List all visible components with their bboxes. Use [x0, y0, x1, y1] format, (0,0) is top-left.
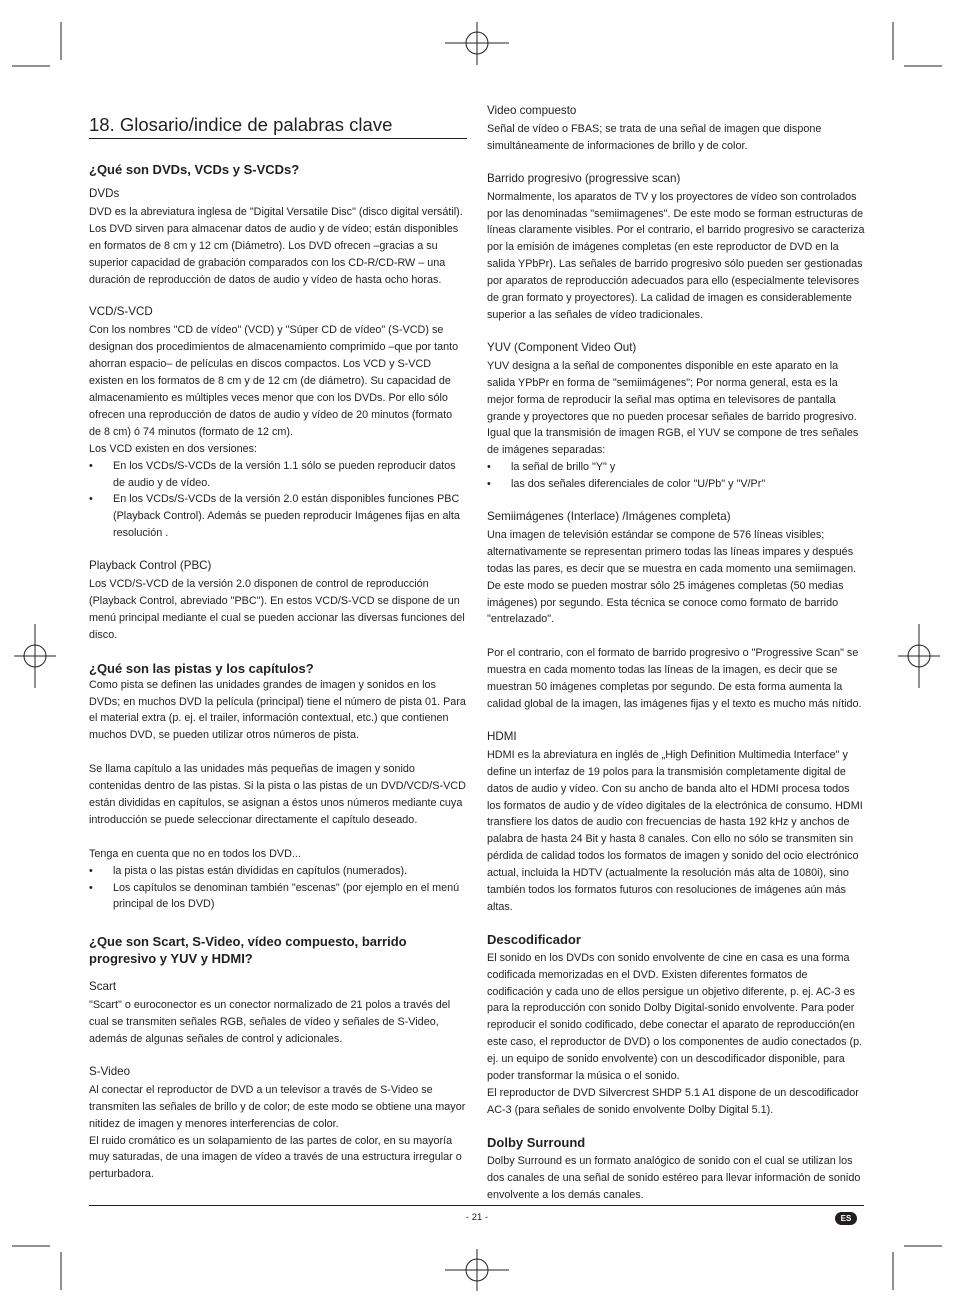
list-item: • la pista o las pistas están divididas en capítulos (numerados). [89, 863, 467, 880]
scart-heading: ¿Que son Scart, S-Video, vídeo compuesto, barrido progresivo y YUV y HDMI? [89, 934, 407, 967]
yuv-bullets [487, 459, 865, 493]
vcd-title: VCD/S-VCD [89, 305, 153, 319]
tracks-bullets [89, 863, 467, 914]
list-item: • la señal de brillo "Y" y [487, 459, 865, 476]
language-badge: ES [835, 1212, 857, 1225]
dolby-title: Dolby Surround [487, 1134, 586, 1150]
page-number: - 21 - [465, 1212, 489, 1223]
hdmi-text: HDMI es la abreviatura en inglés de „High Definition Multimedia Interface" y define un interfaz de 19 polos para la transmisión completamente digital de datos de audio y vídeo. Con su ancho de banda alto el HDMI procesa todos los formatos de audio y de vídeo digitales de la electrónica de consumo. HDMI transfiere los datos de audio con frecuencias de hasta 192 kHz y anchos de palabra de hasta 24 Bit y hasta 8 canales. Con ello no sólo se transmiten sin pérdida de calidad todos los formatos de imagen y sonido del ocio electrónico actual, incluida la HDTV (actualmente la resolución más alta de 1080i), sino también todos los formatos futuros con resoluciones de imágenes aún más altas. [487, 748, 863, 913]
yuv-section [487, 340, 865, 493]
registration-mark-left [14, 624, 56, 688]
list-item: • Los capítulos se denominan también "escenas" (por ejemplo en el menú principal de los DVD) [89, 880, 467, 914]
list-item: • En los VCDs/S-VCDs de la versión 1.1 sólo se pueden reproducir datos de audio y de vídeo. [89, 458, 467, 492]
dolby-text: Dolby Surround es un formato analógico de sonido con el cual se utilizan los dos canales de una señal de sonido estéreo para llevar información de sonido envolvente a los demás canales. [487, 1154, 861, 1201]
dvds-title: DVDs [89, 187, 120, 200]
yuv-title: YUV (Component Video Out) [487, 340, 637, 354]
svideo-text-1: Al conectar el reproductor de DVD a un televisor a través de S-Video se transmiten las señales de brillo y de color; de este modo se obtiene una mayor nitidez de imagen y menores interferencias de color. [89, 1083, 466, 1130]
vcd-bullets [89, 458, 467, 543]
svideo-text-2: El ruido cromático es un solapamiento de las partes de color, en su mayoría muy saturadas, de una imagen de vídeo a través de una estructura irregular o perturbadora. [89, 1134, 462, 1181]
progressive-title: Barrido progresivo (progressive scan) [487, 171, 681, 185]
left-column [89, 96, 467, 1183]
pbc-text: Los VCD/S-VCD de la versión 2.0 disponen de control de reproducción (Playback Control, abreviado "PBC"). En estos VCD/S-VCD se dispone de un menú principal mediante el cual se pueden accionar las diversas funciones del disco. [89, 578, 465, 641]
tracks-section [89, 677, 467, 914]
interlace-text-1: Una imagen de televisión estándar se compone de 576 líneas visibles; alternativamente se representan primero todas las líneas impares y después todas las pares, es decir que se muestra en cada momento una semiimagen. De este modo se pueden mostrar sólo 25 imágenes completas (50 medias imágenes) por segundo. Esta técnica se conoce como formato de barrido "entrelazado". [487, 528, 857, 626]
right-column [487, 96, 865, 1203]
tracks-text-3: Tenga en cuenta que no en todos los DVD... [89, 847, 301, 860]
interlace-section [487, 509, 865, 713]
pbc-section [89, 558, 467, 644]
registration-mark-right [898, 624, 940, 688]
vcd-intro: Los VCD existen en dos versiones: [89, 442, 258, 455]
dolby-section [487, 1135, 865, 1204]
composite-section [487, 103, 865, 155]
scart-section [89, 979, 467, 1048]
hdmi-title: HDMI [487, 729, 517, 743]
svideo-section [89, 1064, 467, 1183]
hdmi-section [487, 729, 865, 916]
registration-mark-top [445, 22, 509, 65]
page-title: 18. Glosario/indice de palabras clave [89, 114, 467, 139]
scart-text: "Scart" o euroconector es un conector normalizado de 21 polos a través del cual se transmiten señales RGB, señales de vídeo y señales de S-Video, además de algunas señales de control y adicionales. [89, 999, 451, 1046]
composite-text: Señal de vídeo o FBAS; se trata de una señal de imagen que dispone simultáneamente de informaciones de brillo y de color. [487, 122, 822, 152]
dvds-section [89, 186, 467, 288]
dvds-text: DVD es la abreviatura inglesa de "Digital Versatile Disc" (disco digital versátil). Los DVD sirven para almacenar datos de audio y de vídeo; están disponibles en formatos de 8 cm y 12 cm (Diámetro). Los DVD ofrecen –gracias a su superior capacidad de grabación comparados con los CD-R/CD-RW – una duración de reproducción de datos de audio y vídeo de hasta ocho horas. [89, 205, 463, 286]
decoder-text-1: El sonido en los DVDs con sonido envolvente de cine en casa es una forma codificada memorizadas en el DVD. Existen diferentes formatos de codificación y cada uno de ellos persigue un objetivo diferente, p. ej. AC-3 es para la reproducción con sonido Dolby Digital-sonido envolvente. Para poder reproducir el sonido codificado, debe conectar el aparato de reproducción(en este caso, el reproductor de DVD) o los componentes de audio conectados (p. ej. un equipo de sonido envolvente) con un descodificador disponible, para poder transformar la música o el sonido. [487, 951, 863, 1083]
registration-mark-bottom [445, 1249, 509, 1291]
tracks-heading: ¿Qué son las pistas y los capítulos? [89, 660, 314, 676]
decoder-section [487, 932, 865, 1119]
progressive-section [487, 171, 865, 324]
svideo-title: S-Video [89, 1064, 131, 1078]
progressive-text: Normalmente, los aparatos de TV y los proyectores de vídeo son controlados por las denominadas "semiimagenes". De este modo se forman estructuras de líneas claramente visibles. Por el contrario, el barrido progresivo se caracteriza por la emisión de imágenes completas (en este reproductor de DVD en la salida YPbPr). Las señales de barrido progresivo sólo pueden ser gestionadas por aparatos de reproducción adecuados para ello (especialmente televisores de gran formato y proyectores). La calidad de imagen es considerablemente superior a las señales de vídeo tradicionales. [487, 190, 865, 321]
yuv-text: YUV designa a la señal de componentes disponible en este aparato en la salida YPbPr en forma de "semiimágenes"; Por norma general, esta es la mejor forma de reproducir la señal mas optima en televisores de pantalla grande y proyectores que no pueden procesar señales de barrido progresivo. Igual que la transmisión de imagen RGB, el YUV se compone de tres señales de imágenes separadas: [487, 359, 859, 457]
tracks-text-2: Se llama capítulo a las unidades más pequeñas de imagen y sonido contenidas dentro de las pistas. Si la pista o las pistas de un DVD/VCD/S-VCD están divididas en capítulos, se asignan a éstos unos números mediante cuya introducción se puede seleccionar directamente el capítulo deseado. [89, 763, 466, 826]
vcd-section [89, 304, 467, 542]
interlace-text-2: Por el contrario, con el formato de barrido progresivo o "Progressive Scan" se muestra en cada momento todas las líneas de la imagen, es decir que se muestran 50 imágenes completas por segundo. De esta forma aumenta la calidad global de la imagen, las imágenes fijas y el texto es mucho más nítido. [487, 647, 862, 710]
list-item: • las dos señales diferenciales de color "U/Pb" y "V/Pr" [487, 476, 865, 493]
footer-rule [89, 1205, 864, 1206]
interlace-title: Semiimágenes (Interlace) /Imágenes completa) [487, 510, 731, 524]
pbc-title: Playback Control (PBC) [89, 559, 212, 573]
composite-title: Video compuesto [487, 104, 577, 117]
scart-title: Scart [89, 980, 117, 994]
dvd-heading: ¿Qué son DVDs, VCDs y S-VCDs? [89, 162, 300, 177]
decoder-title: Descodificador [487, 931, 581, 947]
tracks-text-1: Como pista se definen las unidades grandes de imagen y sonidos en los DVDs; en muchos DVD la película (principal) tiene el número de pista 01. Para el material extra (p. ej. el trailer, información contextual, etc.) que contienen muchos DVD, se pueden utilizar otros números de pista. [89, 678, 466, 742]
list-item: • En los VCDs/S-VCDs de la versión 2.0 están disponibles funciones PBC (Playback Control). Además se pueden reproducir Imágenes fijas en alta resolución . [89, 491, 467, 542]
decoder-text-2: El reproductor de DVD Silvercrest SHDP 5.1 A1 dispone de un descodificador AC-3 (para señales de sonido envolvente Dolby Digital 5.1). [487, 1087, 859, 1116]
vcd-text: Con los nombres "CD de vídeo" (VCD) y "Súper CD de vídeo" (S-VCD) se designan dos procedimientos de almacenamiento comprimido –que por tanto ahorran espacio– de películas en discos compactos. Los VCD y S-VCD existen en los formatos de 8 cm y de 12 cm (de diámetro). Su capacidad de almacenamiento es múltiples veces menor que con los DVDs. Por ello sólo ofrecen una reproducción de datos de audio y vídeo de 20 minutos (formato de 8 cm) ó 74 minutos (formato de 12 cm). [89, 324, 459, 438]
